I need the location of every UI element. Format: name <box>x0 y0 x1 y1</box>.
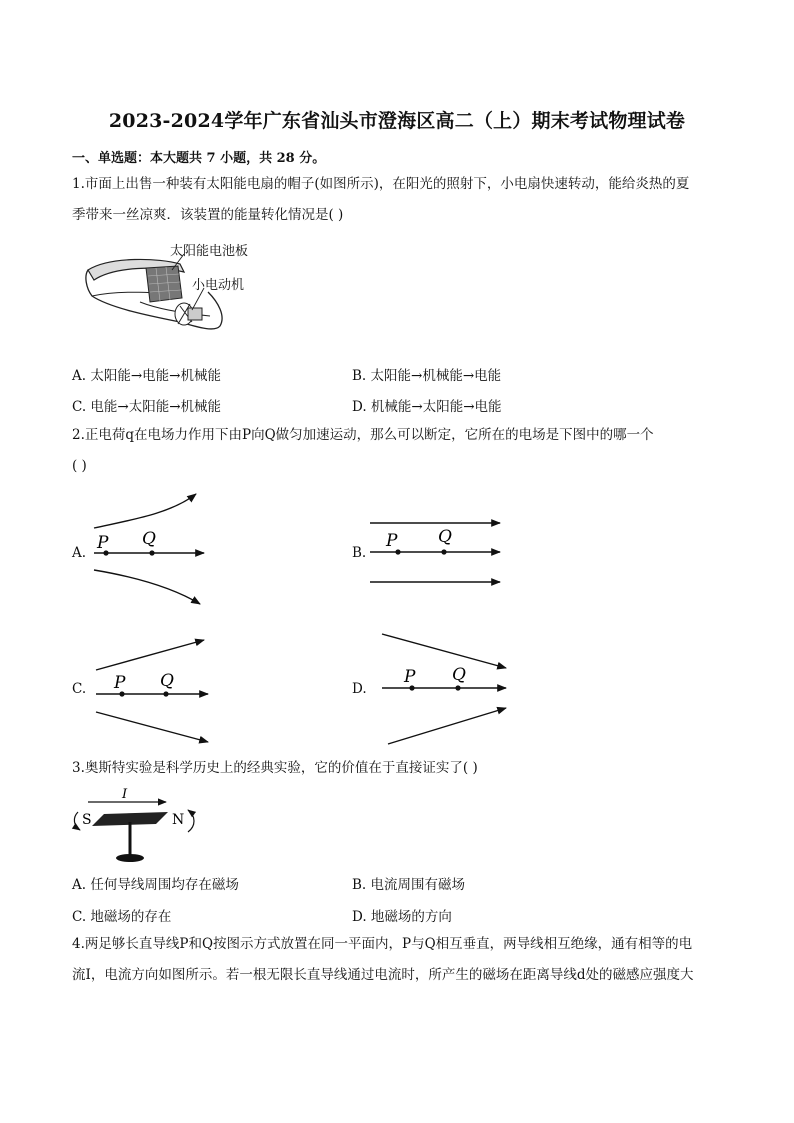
question-3-line-1: 3.奥斯特实验是科学历史上的经典实验，它的价值在于直接证实了( ) <box>72 760 478 776</box>
q3-option-d[interactable]: D. 地磁场的方向 <box>352 909 452 925</box>
label-p: P <box>404 667 416 687</box>
q2-option-a[interactable]: A. <box>72 545 87 561</box>
question-1-line-2: 季带来一丝凉爽．该装置的能量转化情况是( ) <box>72 207 344 223</box>
north-pole-label: N <box>172 812 185 828</box>
field-diagram-a <box>90 490 220 610</box>
current-label: I <box>122 787 128 802</box>
question-2-text <box>72 420 724 482</box>
field-diagram-b <box>368 512 508 592</box>
section-heading: 一、单选题：本大题共 7 小题，共 28 分。 <box>72 151 326 166</box>
q1-option-d[interactable]: D. 机械能→太阳能→电能 <box>352 399 502 415</box>
label-p: P <box>114 673 126 693</box>
question-1-line-1: 1.市面上出售一种装有太阳能电扇的帽子(如图所示)，在阳光的照射下，小电扇快速转动，能给炎热的夏 <box>72 176 690 192</box>
q2-option-d[interactable]: D. <box>352 681 367 697</box>
label-q: Q <box>142 529 156 549</box>
q3-option-c[interactable]: C. 地磁场的存在 <box>72 909 172 925</box>
q3-option-a[interactable]: A. 任何导线周围均存在磁场 <box>72 877 239 893</box>
label-p: P <box>386 531 398 551</box>
question-3-text <box>72 753 724 784</box>
south-pole-label: S <box>82 812 92 828</box>
field-diagram-d <box>380 630 515 750</box>
label-p: P <box>97 533 109 553</box>
q1-option-c[interactable]: C. 电能→太阳能→机械能 <box>72 399 222 415</box>
question-4-text <box>72 929 724 991</box>
question-1-text <box>72 169 724 231</box>
q1-option-b[interactable]: B. 太阳能→机械能→电能 <box>352 368 502 384</box>
label-q: Q <box>438 527 452 547</box>
q2-option-c[interactable]: C. <box>72 681 87 697</box>
label-q: Q <box>160 671 174 691</box>
q2-option-b[interactable]: B. <box>352 545 367 561</box>
q1-option-a[interactable]: A. 太阳能→电能→机械能 <box>72 368 221 384</box>
question-4-line-1: 4.两足够长直导线P和Q按图示方式放置在同一平面内，P与Q相互垂直，两导线相互绝缘，通有相等的电 <box>72 936 693 952</box>
motor-label: 小电动机 <box>192 278 245 293</box>
question-2-line-1: 2.正电荷q在电场力作用下由P向Q做匀加速运动，那么可以断定，它所在的电场是下图中的哪一个 <box>72 427 654 443</box>
oersted-experiment-figure <box>70 786 210 866</box>
label-q: Q <box>452 665 466 685</box>
page-title: 2023-2024学年广东省汕头市澄海区高二（上）期末考试物理试卷 <box>108 110 686 132</box>
q3-option-b[interactable]: B. 电流周围有磁场 <box>352 877 466 893</box>
solar-panel-label: 太阳能电池板 <box>170 244 249 259</box>
question-4-line-2: 流I，电流方向如图所示。若一根无限长直导线通过电流时，所产生的磁场在距离导线d处的磁感应强度大 <box>72 967 694 983</box>
question-2-line-2: ( ) <box>72 458 87 474</box>
field-diagram-c <box>92 636 222 746</box>
